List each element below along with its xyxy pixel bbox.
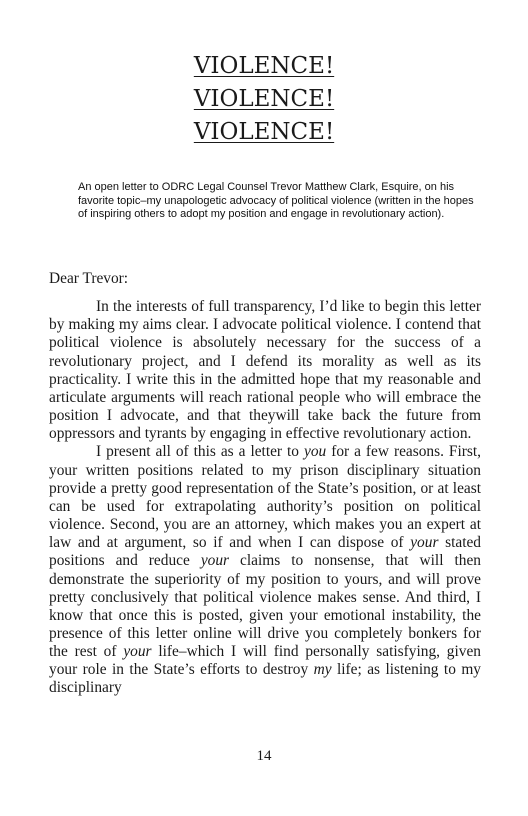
paragraph-2: I present all of this as a letter to you for a few reasons. First, your written positions related to my prison disciplinary situation provide a pretty good representation of the State’s position, or at least can be used for extrapolating authority’s position on political violence. Second, you are an attorney, which makes you an expert at law and at argument, so if and when I can dispose of your stated positions and reduce your claims to nonsense, that will then demonstrate the superiority of my position to yours, and will prove pretty conclusively that political violence makes sense. And third, I know that once this is posted, given your emotional instability, the presence of this letter online will drive you completely bonkers for the rest of your life–which I will find personally satisfying, given your role in the State’s efforts to destroy my life; as listening to my disciplinary (49, 443, 482, 697)
letter-body (49, 270, 481, 698)
salutation: Dear Trevor: (49, 270, 129, 287)
emphasis: your (410, 534, 439, 552)
intro-note: An open letter to ODRC Legal Counsel Trevor Matthew Clark, Esquire, on his favorite topic–my unapologetic advocacy of political violence (written in the hopes of inspiring others to adopt my position and engage in revolutionary action). (78, 181, 474, 221)
emphasis: your (123, 643, 152, 661)
paragraph-1: In the interests of full transparency, I’d like to begin this letter by making my aims clear. I advocate political violence. I contend that political violence is absolutely necessary for the success of a revolutionary project, and I defend its morality as well as its practicality. I write this in the admitted hope that my reasonable and articulate arguments will reach rational people who will embrace the position I advocate, and that theywill take back the future from oppressors and tyrants by engaging in effective revolutionary action. (49, 298, 481, 443)
document-title (0, 50, 528, 149)
title-line-3: VIOLENCE! (193, 119, 335, 145)
page-number: 14 (256, 748, 272, 764)
title-line-2: VIOLENCE! (193, 86, 335, 112)
title-line-1: VIOLENCE! (193, 53, 335, 79)
emphasis: you (303, 443, 327, 461)
emphasis: my (313, 661, 332, 679)
emphasis: your (200, 552, 230, 570)
